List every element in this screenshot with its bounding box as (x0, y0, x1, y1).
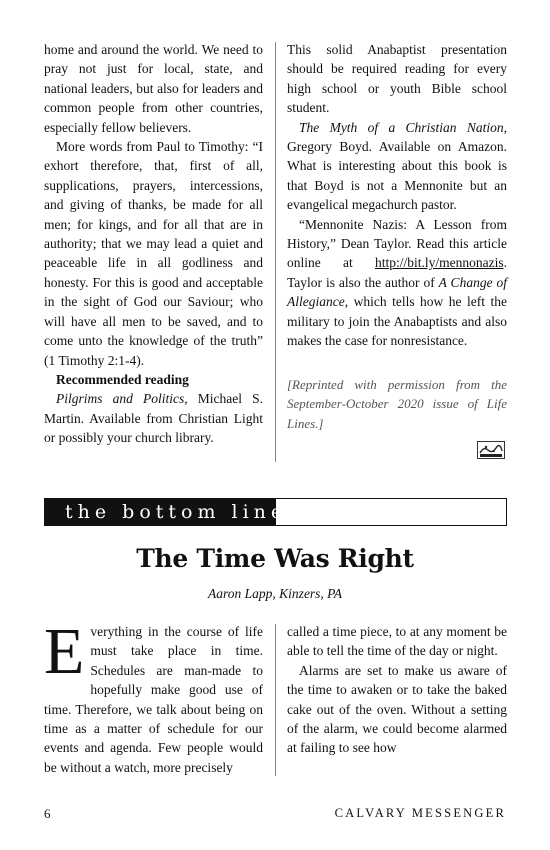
recommended-reading-heading: Recommended reading (56, 371, 189, 387)
recommendation-2 (287, 118, 507, 215)
article-byline: Aaron Lapp, Kinzers, PA (208, 586, 342, 601)
page-number: 6 (44, 806, 51, 821)
section-banner (44, 498, 507, 526)
article-link[interactable]: http://bit.ly/mennonazis (375, 255, 504, 271)
article-title: The Time Was Right (136, 544, 414, 573)
recommendation-text: . Taylor is also the author of (287, 255, 507, 290)
paragraph: This solid Anabaptist presentation should be required reading for every high school or youth Bible school student. (287, 42, 507, 116)
column-divider (275, 624, 276, 776)
article-text: verything in the course of life must take place in time. Schedules are man-made to hopefully make good use of time. Therefore, we talk about being on time as a matter of schedule for our events and agenda. Few people would be without a watch, more precisely (44, 624, 263, 775)
drop-cap: E (44, 615, 85, 688)
paragraph: home and around the world. We need to pray not just for local, state, and national leaders, but also for leaders and common people from other countries, especially fellow believers. (44, 42, 263, 135)
article-right-column (287, 622, 507, 758)
life-lines-logo-icon (477, 441, 505, 459)
book-title: A Change of Allegiance (287, 274, 507, 310)
recommendation-1 (44, 389, 263, 447)
recommendation-text: , which tells how he left the military to join the Anabaptists and also makes the case for nonresistance. (287, 294, 507, 349)
book-title: Pilgrims and Politics, (56, 391, 188, 407)
recommendation-text: “Mennonite Nazis: A Lesson from History,” Dean Taylor. Read this article online at (287, 216, 507, 271)
column-divider (275, 42, 276, 462)
reprint-credit: [Reprinted with permission from the September-October 2020 issue of Life Lines.] (287, 376, 507, 432)
top-right-column (287, 40, 507, 434)
top-left-column (44, 40, 263, 448)
recommendation-text: Michael S. Martin. Available from Christian Light or possibly your church library. (44, 391, 263, 446)
paragraph: Alarms are set to make us aware of the time to awaken or to take the baked cake out of the oven. Without a setting of the alarm, we could become alarmed at failing to see how (287, 662, 507, 756)
paragraph (44, 615, 263, 777)
paragraph: More words from Paul to Timothy: “I exhort therefore, that, first of all, supplications, prayers, intercessions, and giving of thanks, be made for all men; for kings, and for all that are in authority; that we may lead a quiet and peaceable life in all godliness and honesty. For this is good and acceptable in the sight of God our Saviour; who will have all men to be saved, and to come unto the knowledge of the truth” (1 Timothy 2:1-4). (44, 139, 263, 368)
section-banner-label: the bottom line (65, 501, 288, 523)
paragraph: called a time piece, to at any moment be able to tell the time of the day or night. (287, 624, 507, 659)
article-left-column (44, 615, 263, 777)
publication-masthead: CALVARY MESSENGER (334, 806, 506, 820)
book-title: The Myth of a Christian Nation, (299, 119, 507, 135)
recommendation-3 (287, 215, 507, 351)
recommendation-text: Gregory Boyd. Available on Amazon. What is interesting about this book is that Boyd is not a Mennonite but an evangelical megachurch pastor. (287, 139, 507, 213)
